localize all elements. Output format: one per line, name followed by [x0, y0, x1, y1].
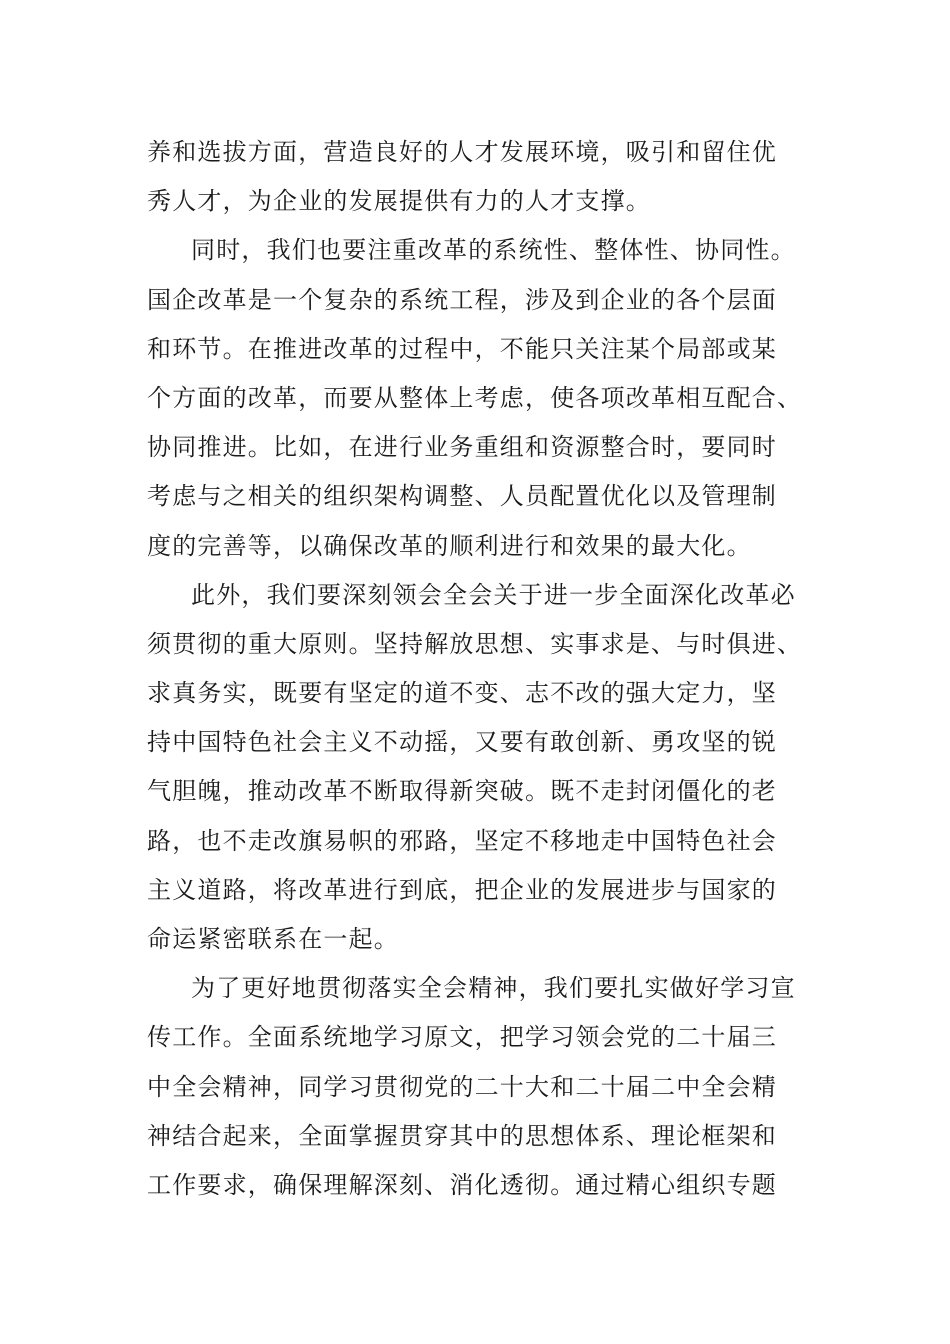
text-line: 主义道路，将改革进行到底，把企业的发展进步与国家的: [147, 875, 777, 904]
text-line: 中全会精神，同学习贯彻党的二十大和二十届二中全会精: [147, 1072, 777, 1101]
text-line: 考虑与之相关的组织架构调整、人员配置优化以及管理制: [147, 482, 777, 511]
body-text: [147, 128, 807, 1210]
text-line: 工作要求，确保理解深刻、消化透彻。通过精心组织专题: [147, 1170, 777, 1199]
text-line: 传工作。全面系统地学习原文，把学习领会党的二十届三: [147, 1023, 777, 1052]
text-line: 度的完善等，以确保改革的顺利进行和效果的最大化。: [147, 531, 752, 560]
text-line: 气胆魄，推动改革不断取得新突破。既不走封闭僵化的老: [147, 777, 777, 806]
text-line: 路，也不走改旗易帜的邪路，坚定不移地走中国特色社会: [147, 826, 777, 855]
text-line: 持中国特色社会主义不动摇，又要有敢创新、勇攻坚的锐: [147, 728, 777, 757]
text-line: 协同推进。比如，在进行业务重组和资源整合时，要同时: [147, 433, 777, 462]
paragraph-start-line: 为了更好地贯彻落实全会精神，我们要扎实做好学习宣: [191, 974, 796, 1003]
paragraph-start-line: 同时，我们也要注重改革的系统性、整体性、协同性。: [191, 236, 796, 265]
text-line: 和环节。在推进改革的过程中，不能只关注某个局部或某: [147, 334, 777, 363]
paragraph-start-line: 此外，我们要深刻领会全会关于进一步全面深化改革必: [191, 580, 796, 609]
text-line: 命运紧密联系在一起。: [147, 925, 399, 953]
text-line: 求真务实，既要有坚定的道不变、志不改的强大定力，坚: [147, 679, 777, 708]
text-line: 个方面的改革，而要从整体上考虑，使各项改革相互配合、: [147, 383, 803, 412]
text-line: 须贯彻的重大原则。坚持解放思想、实事求是、与时俱进、: [147, 629, 803, 658]
text-line: 国企改革是一个复杂的系统工程，涉及到企业的各个层面: [147, 285, 777, 314]
text-line: 养和选拔方面，营造良好的人才发展环境，吸引和留住优: [147, 138, 777, 166]
text-line: 秀人才，为企业的发展提供有力的人才支撑。: [147, 187, 651, 216]
text-line: 神结合起来，全面掌握贯穿其中的思想体系、理论框架和: [147, 1121, 777, 1150]
